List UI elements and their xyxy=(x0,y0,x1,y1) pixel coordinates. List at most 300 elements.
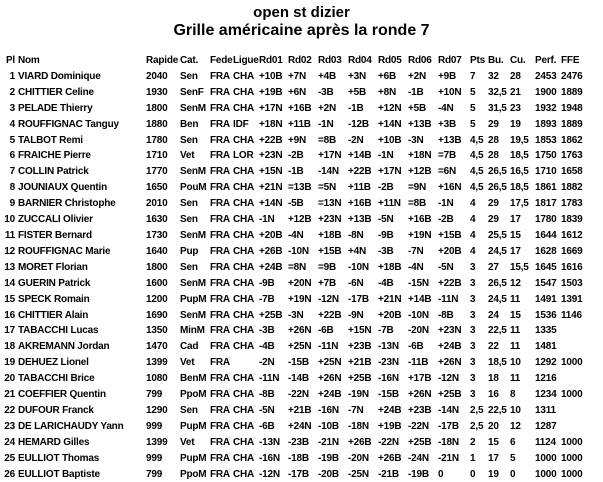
table-cell: 12 xyxy=(510,420,521,432)
table-cell: +14N xyxy=(378,118,402,130)
table-cell: ZUCCALI Olivier xyxy=(18,214,93,226)
table-cell: 31,5 xyxy=(488,102,507,114)
table-row xyxy=(4,467,600,482)
table-cell: SenM xyxy=(180,166,206,178)
table-cell: 1930 xyxy=(146,86,168,98)
table-cell: +16N xyxy=(438,182,462,194)
table-cell: -3N xyxy=(288,309,304,321)
table-cell: +25B xyxy=(408,436,432,448)
table-cell: -19B xyxy=(408,468,429,480)
table-cell: 1780 xyxy=(535,214,557,226)
table-cell: 3 xyxy=(470,341,476,353)
table-cell: =9N xyxy=(408,182,427,194)
table-cell: 5 xyxy=(9,134,15,146)
table-cell: 1669 xyxy=(561,245,583,257)
table-cell: PpoM xyxy=(180,468,207,480)
table-cell: -1N xyxy=(259,214,275,226)
table-cell: -18B xyxy=(288,452,309,464)
table-cell: +10B xyxy=(378,134,402,146)
table-cell: +18N xyxy=(408,150,432,162)
table-cell: +25B xyxy=(259,309,283,321)
table-cell: Ben xyxy=(180,118,199,130)
table-row xyxy=(4,276,600,292)
table-cell: 2453 xyxy=(535,70,557,82)
table-cell: 1311 xyxy=(535,404,556,416)
table-cell: +22B xyxy=(348,166,372,178)
table-cell: 18,5 xyxy=(510,150,529,162)
table-cell: COLLIN Patrick xyxy=(18,166,89,178)
table-cell: +23N xyxy=(438,325,462,337)
table-cell: -3B xyxy=(378,245,394,257)
column-header: Rd02 xyxy=(288,55,312,66)
table-cell: TALBOT Remi xyxy=(18,134,83,146)
table-cell: +21N xyxy=(259,182,283,194)
table-cell: -13N xyxy=(259,436,280,448)
table-cell: -16N xyxy=(318,404,339,416)
table-cell: FRA xyxy=(210,118,230,130)
column-header: Bu. xyxy=(488,55,504,66)
table-cell: +12N xyxy=(378,102,402,114)
table-cell: +24B xyxy=(438,341,462,353)
column-header: FFE xyxy=(561,55,580,66)
table-cell: 1750 xyxy=(535,150,557,162)
table-cell: -24N xyxy=(408,452,429,464)
table-cell: 26,5 xyxy=(488,277,507,289)
table-cell: +16B xyxy=(408,214,432,226)
table-cell xyxy=(561,339,600,355)
table-cell: -5N xyxy=(378,214,394,226)
table-row xyxy=(4,451,600,467)
table-cell: 1889 xyxy=(561,118,583,130)
table-cell: +6N xyxy=(288,86,307,98)
table-cell: +15N xyxy=(348,325,372,337)
table-cell: 24,5 xyxy=(488,245,507,257)
table-cell: CHA xyxy=(233,261,255,273)
table-cell: 12 xyxy=(4,245,15,257)
table-cell: =8N xyxy=(288,261,307,273)
table-cell: 1399 xyxy=(146,436,168,448)
table-cell: =9B xyxy=(318,261,337,273)
table-cell: =7B xyxy=(438,150,457,162)
table-cell: 17 xyxy=(488,452,499,464)
table-cell: SenM xyxy=(180,229,206,241)
table-cell: +25B xyxy=(348,373,372,385)
table-cell: PELADE Thierry xyxy=(18,102,93,114)
table-cell: EULLIOT Baptiste xyxy=(18,468,100,480)
table-cell: FRA xyxy=(210,229,230,241)
table-cell: 1391 xyxy=(561,293,583,305)
table-cell: -11B xyxy=(408,357,429,369)
table-cell: SPECK Romain xyxy=(18,293,90,305)
column-header: Rd07 xyxy=(438,55,462,66)
table-cell: 1780 xyxy=(146,134,168,146)
table-cell: -3B xyxy=(318,86,334,98)
table-cell: 14 xyxy=(4,277,15,289)
table-cell: CHA xyxy=(233,341,255,353)
table-cell: IDF xyxy=(233,118,249,130)
header-row xyxy=(4,53,600,69)
table-cell: 10 xyxy=(4,214,15,226)
table-cell: SenM xyxy=(180,277,206,289)
table-row xyxy=(4,101,600,117)
table-cell: PupM xyxy=(180,452,207,464)
table-cell: +24B xyxy=(318,389,342,401)
table-cell: CHA xyxy=(233,102,255,114)
table-cell: 1882 xyxy=(561,182,583,194)
table-cell: -11N xyxy=(318,341,339,353)
table-cell: 1000 xyxy=(535,468,557,480)
table-cell: -12N xyxy=(318,293,339,305)
table-cell: Sen xyxy=(180,214,198,226)
table-cell: +12B xyxy=(288,214,312,226)
table-cell: FRAICHE Pierre xyxy=(18,150,91,162)
table-cell: 7 xyxy=(9,166,15,178)
table-cell: 19,5 xyxy=(510,134,529,146)
table-cell: +3N xyxy=(348,70,367,82)
table-cell: 1710 xyxy=(146,150,168,162)
table-cell: 3 xyxy=(470,357,476,369)
table-cell: CHA xyxy=(233,436,255,448)
table-cell: -2B xyxy=(378,182,394,194)
table-cell: EULLIOT Thomas xyxy=(18,452,100,464)
table-cell: 32 xyxy=(488,70,499,82)
table-cell: -15B xyxy=(288,357,309,369)
table-cell: 2010 xyxy=(146,198,168,210)
table-cell: -6N xyxy=(348,277,364,289)
table-cell: FRA xyxy=(210,102,230,114)
table-cell: 29 xyxy=(488,198,499,210)
table-cell: DEHUEZ Lionel xyxy=(18,357,89,369)
table-cell: +26N xyxy=(318,373,342,385)
table-cell: 24,5 xyxy=(488,293,507,305)
table-cell: 4 xyxy=(470,198,476,210)
table-cell: -18N xyxy=(438,436,459,448)
table-cell: -1N xyxy=(318,118,334,130)
table-cell: +15B xyxy=(318,245,342,257)
table-cell: +2N xyxy=(408,70,427,82)
table-cell: 1800 xyxy=(146,102,168,114)
table-cell: +11N xyxy=(378,198,401,210)
table-cell: AKREMANN Jordan xyxy=(18,341,110,353)
table-cell: 20 xyxy=(488,420,499,432)
table-cell: +5B xyxy=(408,102,427,114)
table-cell: TABACCHI Lucas xyxy=(18,325,99,337)
column-header: Cu. xyxy=(510,55,526,66)
column-header: Rd01 xyxy=(259,55,283,66)
table-cell: +12B xyxy=(408,166,432,178)
column-header: Rd05 xyxy=(378,55,402,66)
table-cell: +3B xyxy=(438,118,457,130)
table-cell: -11N xyxy=(438,293,459,305)
table-body xyxy=(4,69,600,482)
table-cell: -19N xyxy=(348,389,369,401)
table-row xyxy=(4,212,600,228)
table-cell: +22B xyxy=(438,277,462,289)
table-cell: +15N xyxy=(259,166,283,178)
table-cell: -1N xyxy=(378,150,394,162)
table-cell: +14B xyxy=(348,150,372,162)
table-cell: 17,5 xyxy=(510,198,529,210)
table-row xyxy=(4,228,600,244)
table-cell: -2B xyxy=(438,214,454,226)
table-cell: 26 xyxy=(4,468,15,480)
table-row xyxy=(4,355,600,371)
table-cell: 1763 xyxy=(561,150,583,162)
table-cell: -1B xyxy=(408,86,424,98)
table-cell: 1889 xyxy=(561,86,583,98)
table-cell: 20 xyxy=(4,373,15,385)
table-cell: VIARD Dominique xyxy=(18,70,101,82)
table-cell: -3N xyxy=(408,134,424,146)
table-cell: 19 xyxy=(488,468,499,480)
table-cell: 1900 xyxy=(535,86,557,98)
table-cell: 1770 xyxy=(146,166,168,178)
table-cell: =13B xyxy=(288,182,312,194)
table-cell: CHITTIER Celine xyxy=(18,86,94,98)
column-header: Fede xyxy=(210,55,233,66)
table-cell: 1650 xyxy=(146,182,168,194)
table-cell: -5N xyxy=(259,404,275,416)
table-cell: 1628 xyxy=(535,245,557,257)
table-cell: -9N xyxy=(348,309,364,321)
table-cell xyxy=(561,419,600,435)
table-cell: 15 xyxy=(488,436,499,448)
table-cell: PpoM xyxy=(180,389,207,401)
table-cell: +16B xyxy=(288,102,312,114)
table-cell: 1932 xyxy=(535,102,557,114)
table-cell: Sen xyxy=(180,134,198,146)
table-row xyxy=(4,339,600,355)
table-cell: 23 xyxy=(510,102,521,114)
table-cell: -2B xyxy=(288,150,304,162)
table-cell: 0 xyxy=(470,468,476,480)
table-cell: +18B xyxy=(318,229,342,241)
table-cell: 25 xyxy=(4,452,15,464)
table-cell: 1839 xyxy=(561,214,583,226)
table-cell: +20B xyxy=(259,229,283,241)
table-cell: +19B xyxy=(259,86,283,98)
table-cell: MinM xyxy=(180,325,205,337)
table-cell: 15 xyxy=(510,229,521,241)
table-row xyxy=(4,180,600,196)
table-cell: FRA xyxy=(210,309,230,321)
table-cell: 13 xyxy=(4,261,15,273)
table-row xyxy=(4,323,600,339)
table-cell: FRA xyxy=(210,420,230,432)
table-cell: 1200 xyxy=(146,293,168,305)
table-cell: +26B xyxy=(348,436,372,448)
table-cell: Vet xyxy=(180,150,195,162)
table-cell: -7N xyxy=(408,245,424,257)
table-cell: 28 xyxy=(488,150,499,162)
table-cell: +22B xyxy=(318,309,342,321)
table-cell: 22 xyxy=(488,341,499,353)
table-cell: FRA xyxy=(210,436,230,448)
table-cell: CHA xyxy=(233,293,255,305)
table-cell: 9 xyxy=(9,198,15,210)
table-cell: 1536 xyxy=(535,309,557,321)
table-cell: 24 xyxy=(4,436,15,448)
table-cell: GUERIN Patrick xyxy=(18,277,91,289)
table-cell: 4,5 xyxy=(470,166,484,178)
table-cell: -7B xyxy=(378,325,394,337)
table-cell: Pup xyxy=(180,245,199,257)
table-cell: +23N xyxy=(259,150,283,162)
table-cell: 1503 xyxy=(561,277,583,289)
table-cell: FRA xyxy=(210,150,230,162)
table-cell: FRA xyxy=(210,166,230,178)
table-cell: 4 xyxy=(470,245,476,257)
table-cell: 1658 xyxy=(561,166,583,178)
table-row xyxy=(4,308,600,324)
table-cell: -25N xyxy=(348,468,369,480)
table-cell: 1690 xyxy=(146,309,168,321)
table-cell: 18,5 xyxy=(510,182,529,194)
table-cell: 19 xyxy=(510,118,521,130)
table-cell: 24 xyxy=(488,309,499,321)
table-cell: CHA xyxy=(233,389,255,401)
table-cell: 19 xyxy=(4,357,15,369)
table-cell: 10 xyxy=(510,404,521,416)
table-cell: +2N xyxy=(318,102,337,114)
table-cell: CHA xyxy=(233,86,255,98)
table-cell: 1 xyxy=(470,452,476,464)
table-cell: 4,5 xyxy=(470,134,484,146)
table-cell: DE LARICHAUDY Yann xyxy=(18,420,124,432)
table-cell: -19B xyxy=(318,452,339,464)
table-cell: 22,5 xyxy=(488,325,507,337)
table-cell: +15B xyxy=(438,229,462,241)
table-cell: 1290 xyxy=(146,404,168,416)
table-cell: 1600 xyxy=(146,277,168,289)
column-header: Pts xyxy=(470,55,485,66)
table-cell: +24B xyxy=(259,261,283,273)
table-cell: 12 xyxy=(510,277,521,289)
table-cell: 1800 xyxy=(146,261,168,273)
column-header: Ligue xyxy=(233,55,259,66)
table-cell: -17B xyxy=(288,468,309,480)
table-cell: +18B xyxy=(378,261,402,273)
table-row xyxy=(4,85,600,101)
table-cell: +25N xyxy=(318,357,342,369)
table-row xyxy=(4,387,600,403)
table-cell: 1146 xyxy=(561,309,582,321)
table-cell: -4N xyxy=(438,102,454,114)
table-cell: 29 xyxy=(488,214,499,226)
table-cell: 1000 xyxy=(561,468,583,480)
table-cell: 4 xyxy=(9,118,15,130)
table-cell: +23B xyxy=(348,341,372,353)
table-cell: BARNIER Christophe xyxy=(18,198,116,210)
table-row xyxy=(4,260,600,276)
table-cell: 1616 xyxy=(561,261,583,273)
table-cell: -16N xyxy=(259,452,280,464)
table-row xyxy=(4,292,600,308)
table-cell: 28 xyxy=(510,70,521,82)
table-cell: FRA xyxy=(210,357,230,369)
table-cell: 15 xyxy=(4,293,15,305)
table-cell: 1645 xyxy=(535,261,557,273)
table-cell: 799 xyxy=(146,389,163,401)
table-cell: FRA xyxy=(210,341,230,353)
table-cell: 2040 xyxy=(146,70,168,82)
table-cell: 2 xyxy=(470,436,476,448)
table-cell: 11 xyxy=(510,293,521,305)
table-cell: 1710 xyxy=(535,166,557,178)
table-cell: 15 xyxy=(510,309,521,321)
table-cell: -16N xyxy=(378,373,399,385)
table-cell: -2N xyxy=(259,357,275,369)
table-cell: 22,5 xyxy=(488,404,507,416)
column-header: Perf. xyxy=(535,55,557,66)
table-cell: -23B xyxy=(288,436,309,448)
table-cell: -6B xyxy=(318,325,334,337)
table-cell: 17 xyxy=(4,325,15,337)
table-cell: 1817 xyxy=(535,198,557,210)
table-cell: +20B xyxy=(438,245,462,257)
table-cell: 15,5 xyxy=(510,261,529,273)
table-cell xyxy=(561,323,600,339)
table-cell: 1 xyxy=(9,70,15,82)
table-cell: 1893 xyxy=(535,118,557,130)
table-cell: -22N xyxy=(408,420,429,432)
table-cell: FRA xyxy=(210,325,230,337)
table-cell: -21N xyxy=(438,452,459,464)
table-cell: +17B xyxy=(408,373,432,385)
table-cell: -15B xyxy=(378,389,399,401)
table-cell: 4,5 xyxy=(470,182,484,194)
table-cell: 4 xyxy=(470,229,476,241)
table-cell: +17N xyxy=(318,150,342,162)
table-cell: -13N xyxy=(378,341,399,353)
table-cell: -22N xyxy=(288,389,309,401)
table-cell: -18N xyxy=(348,420,369,432)
table-cell: 11 xyxy=(510,325,521,337)
table-cell: -1B xyxy=(288,166,304,178)
table-cell: FRA xyxy=(210,468,230,480)
table-row xyxy=(4,164,600,180)
table-cell: 1000 xyxy=(535,452,557,464)
table-cell: +24B xyxy=(378,404,402,416)
table-cell: -10N xyxy=(348,261,369,273)
table-cell: +19N xyxy=(288,293,312,305)
table-cell: +13B xyxy=(408,118,432,130)
table-cell: +16B xyxy=(348,198,372,210)
table-cell: =6N xyxy=(438,166,457,178)
table-cell: FRA xyxy=(210,134,230,146)
table-cell: 1880 xyxy=(146,118,168,130)
table-cell: -20N xyxy=(408,325,429,337)
table-row xyxy=(4,69,600,85)
table-cell: +26N xyxy=(288,325,312,337)
table-cell: CHA xyxy=(233,468,255,480)
table-cell: -12B xyxy=(348,118,369,130)
table-cell: PupM xyxy=(180,420,207,432)
table-cell: Sen xyxy=(180,198,198,210)
table-cell: +4B xyxy=(318,70,337,82)
table-cell: +4N xyxy=(348,245,367,257)
table-cell: -4B xyxy=(259,341,275,353)
table-cell: BenM xyxy=(180,373,207,385)
table-cell: +11B xyxy=(288,118,311,130)
table-cell: +17N xyxy=(378,166,402,178)
table-cell: 1783 xyxy=(561,198,583,210)
column-header: Rd03 xyxy=(318,55,342,66)
table-cell: 5 xyxy=(470,102,476,114)
table-cell: 0 xyxy=(438,468,444,480)
table-cell: HEMARD Gilles xyxy=(18,436,90,448)
column-header: Nom xyxy=(18,55,40,66)
